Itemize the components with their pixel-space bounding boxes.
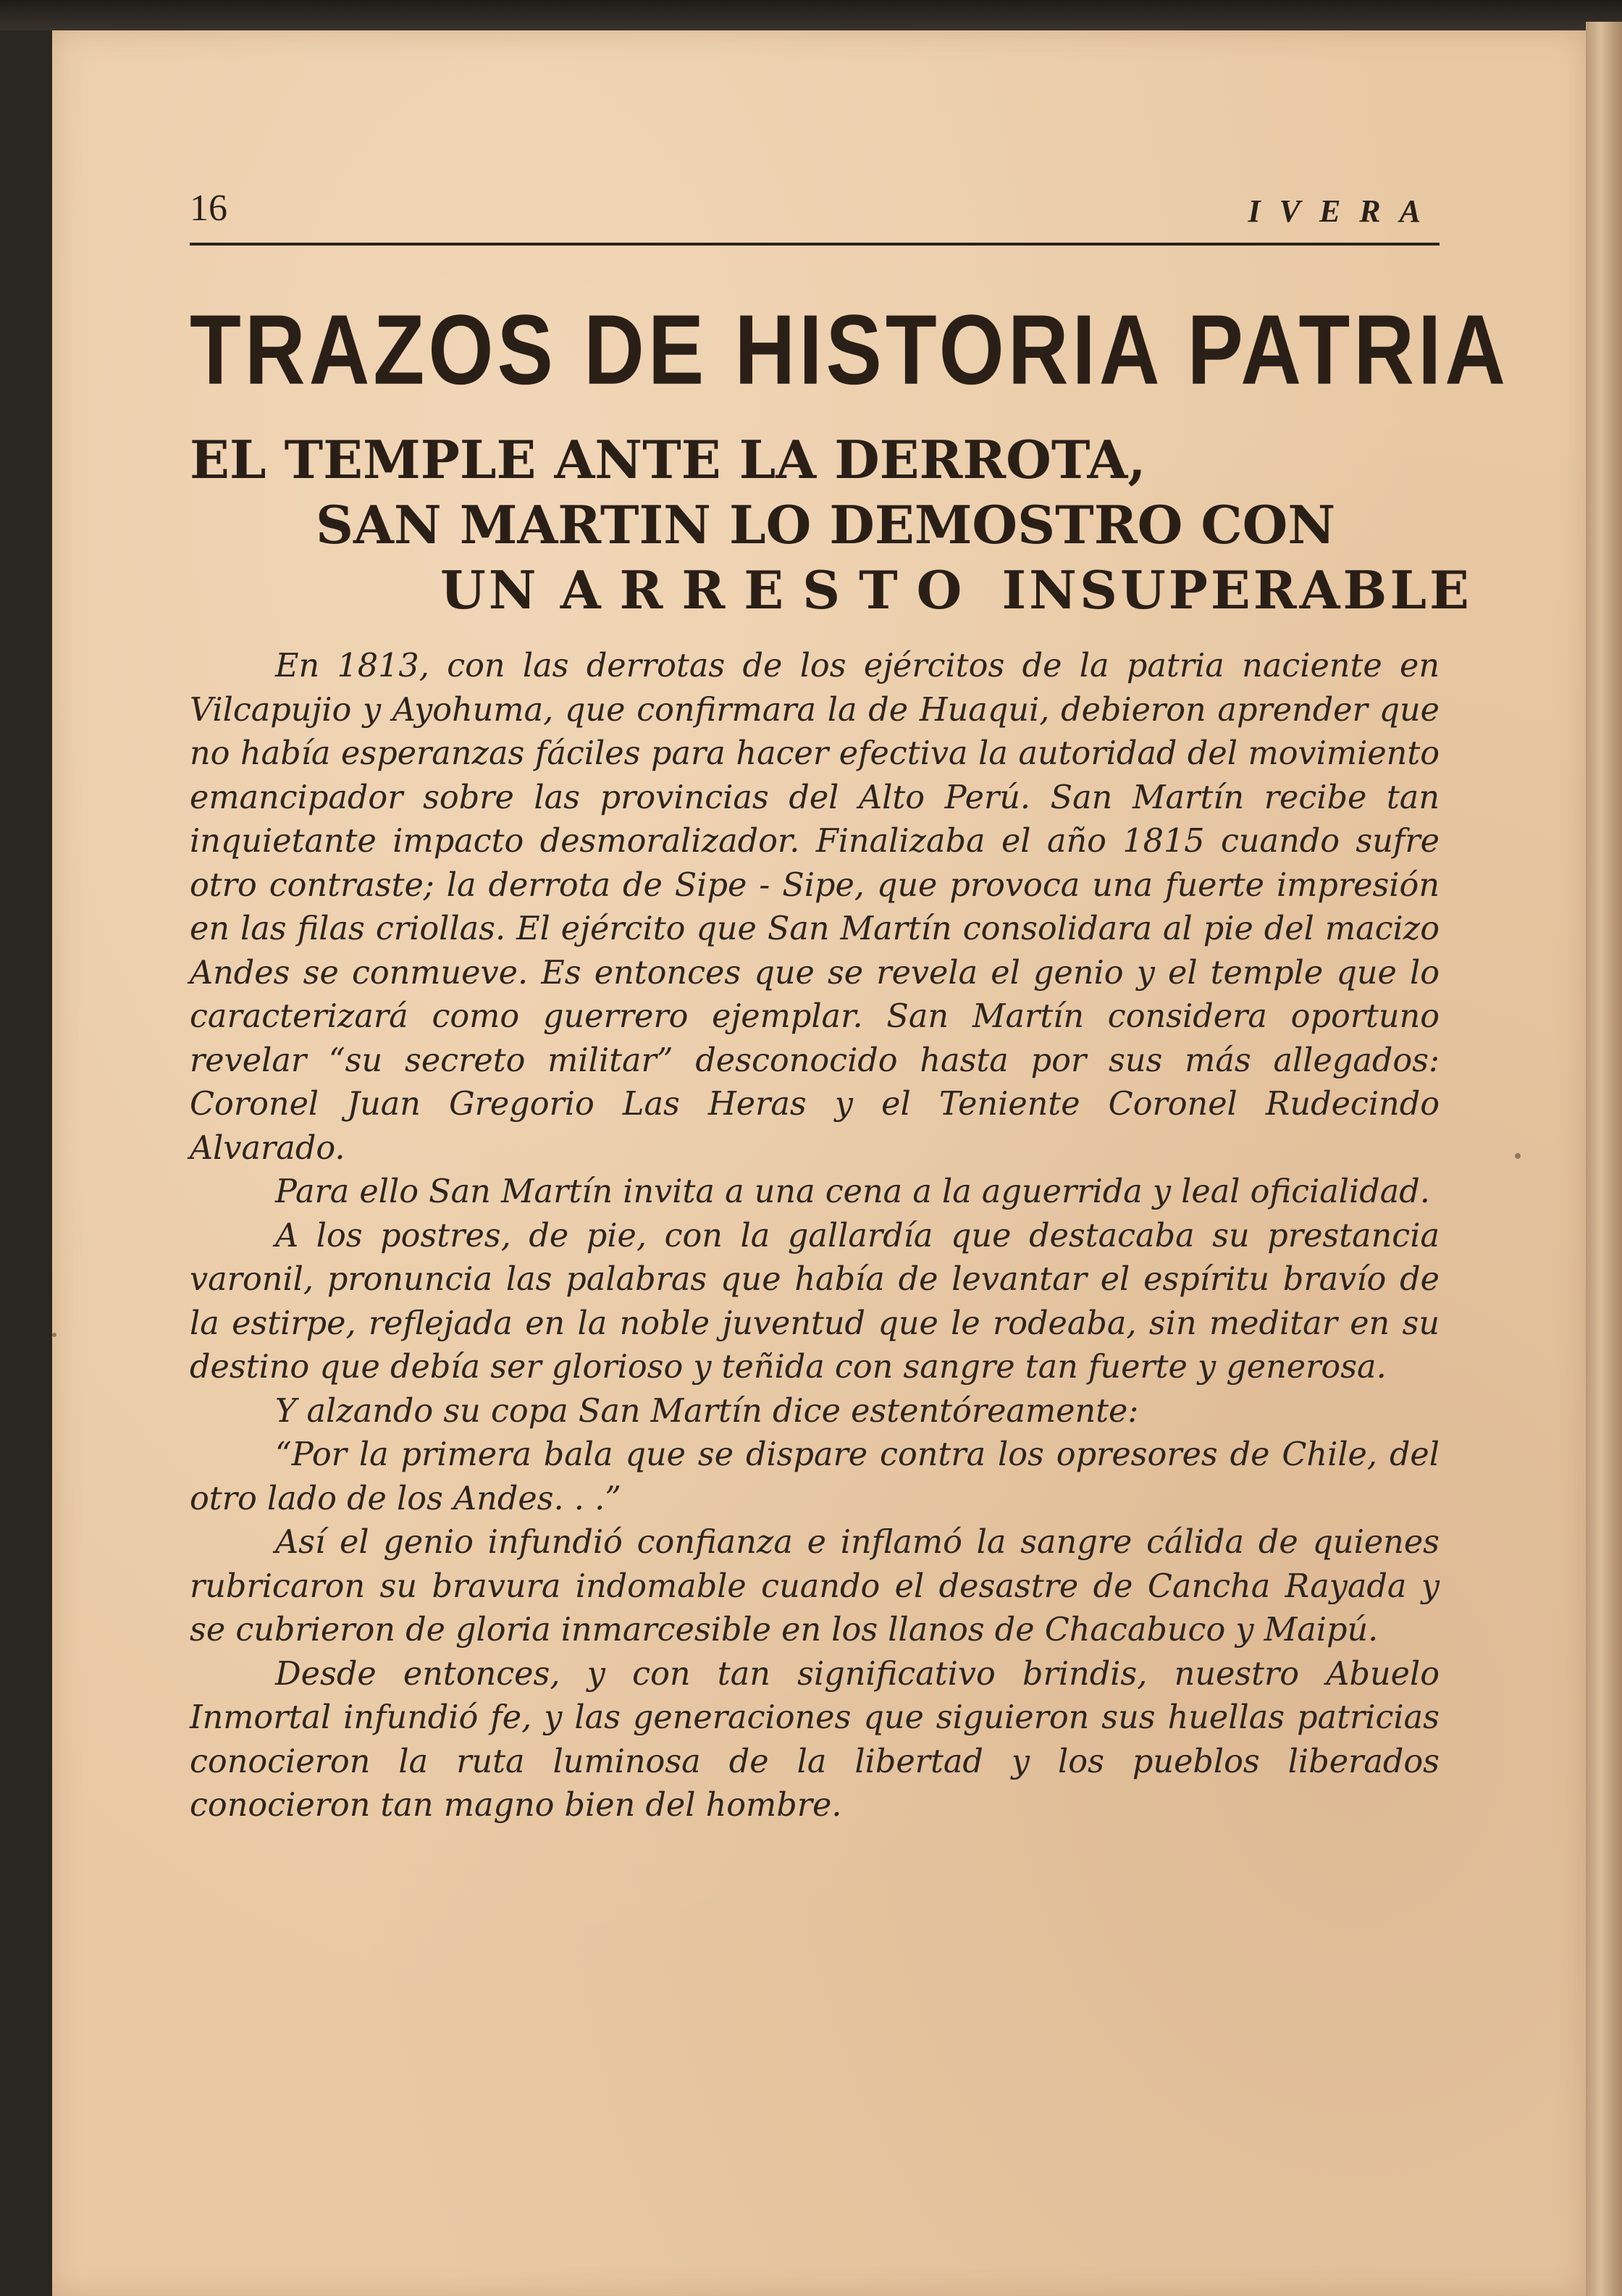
- article-subtitle-line-1: EL TEMPLE ANTE LA DERROTA,: [190, 429, 1146, 490]
- paragraph-4: Y alzando su copa San Martín dice estentóreamente:: [275, 1392, 1139, 1430]
- scan-top-edge: [0, 0, 1622, 30]
- article-title: TRAZOS DE HISTORIA PATRIA: [190, 293, 1510, 406]
- paragraph-5: “Por la primera bala que se dispare contra los opresores de Chile, del otro lado de los Andes. . .”: [190, 1436, 1440, 1517]
- paper-speck: [1515, 1153, 1521, 1159]
- paragraph-1: En 1813, con las derrotas de los ejércitos de la patria naciente en Vilcapujio y Ayohuma, que confirmara la de Huaqui, debieron aprender que no había esperanzas fáciles para hacer efectiva la autoridad del movimiento emancipador sobre las provincias del Alto Perú. San Martín recibe tan inquietante impacto desmoralizador. Finalizaba el año 1815 cuando sufre otro contraste; la derrota de Sipe - Sipe, que provoca una fuerte impresión en las filas criollas. El ejército que San Martín consolidara al pie del macizo Andes se conmueve. Es entonces que se revela el genio y el temple que lo caracterizará como guerrero ejemplar. San Martín considera oportuno revelar “su secreto militar” desconocido hasta por sus más allegados: Coronel Juan Gregorio Las Heras y el Teniente Coronel Rudecindo Alvarado.: [190, 648, 1440, 1167]
- article-subtitle-line-3: [440, 558, 1472, 623]
- subtitle-word-un: UN: [440, 559, 539, 621]
- subtitle-word-arresto: ARRESTO: [560, 559, 981, 621]
- paragraph-7: Desde entonces, y con tan significativo brindis, nuestro Abuelo Inmortal infundió fe, y las generaciones que siguieron sus huellas patricias conocieron la ruta luminosa de la libertad y los pueblos liberados conocieron tan magno bien del hombre.: [190, 1655, 1440, 1824]
- article-body: [190, 645, 1440, 1828]
- paragraph-3: A los postres, de pie, con la gallardía que destacaba su prestancia varonil, pronuncia las palabras que había de levantar el espíritu bravío de la estirpe, reflejada en la noble juventud que le rodeaba, sin meditar en su destino que debía ser glorioso y teñida con sangre tan fuerte y generosa.: [190, 1217, 1440, 1386]
- paragraph-6: Así el genio infundió confianza e inflamó la sangre cálida de quienes rubricaron su bravura indomable cuando el desastre de Cancha Rayada y se cubrieron de gloria inmarcesible en los llanos de Chacabuco y Maipú.: [190, 1524, 1440, 1648]
- article-subtitle-line-2: SAN MARTIN LO DEMOSTRO CON: [316, 494, 1336, 556]
- publication-name: IVERA: [1248, 193, 1440, 229]
- page-header: [190, 185, 1440, 246]
- page-number: 16: [190, 188, 227, 229]
- page-spine-edge: [1586, 22, 1622, 2296]
- paper-speck: [52, 1333, 56, 1337]
- subtitle-word-insuperable: INSUPERABLE: [1001, 559, 1472, 621]
- paragraph-2: Para ello San Martín invita a una cena a la aguerrida y leal oficialidad.: [275, 1173, 1430, 1210]
